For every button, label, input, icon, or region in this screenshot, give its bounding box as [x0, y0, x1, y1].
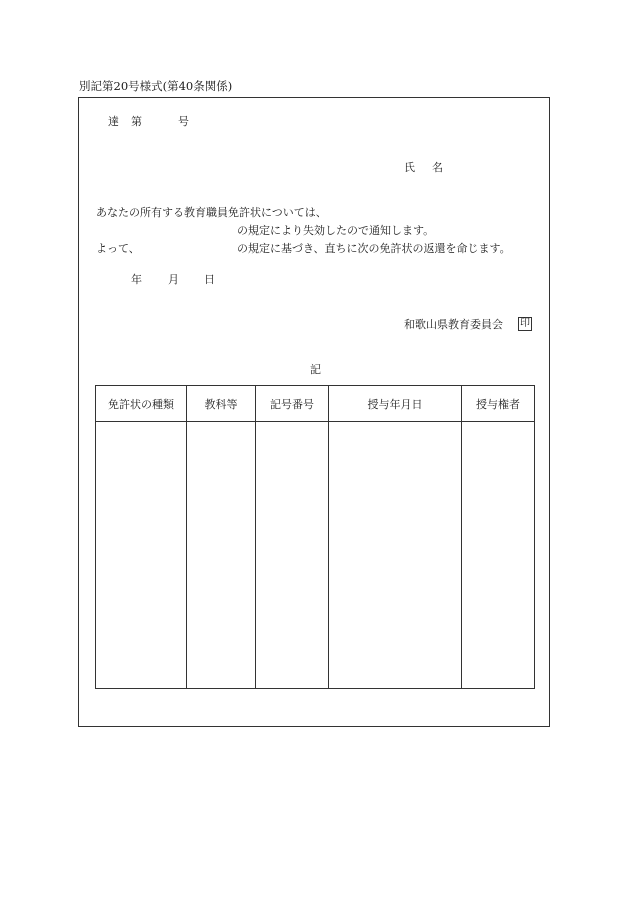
body-line-1: あなたの所有する教育職員免許状については、 [96, 206, 327, 219]
doc-number-suffix: 号 [178, 115, 189, 128]
table-row [96, 422, 535, 689]
date-year: 年 [131, 273, 142, 286]
col-header-license-type: 免許状の種類 [96, 386, 187, 422]
date-day: 日 [204, 273, 215, 286]
body-line-3: の規定に基づき、直ちに次の免許状の返還を命じます。 [237, 242, 511, 255]
col-header-serial-number: 記号番号 [256, 386, 329, 422]
table-cell-serial-number[interactable] [256, 422, 329, 689]
col-header-subject: 教科等 [187, 386, 256, 422]
table-cell-license-type[interactable] [96, 422, 187, 689]
table-cell-subject[interactable] [187, 422, 256, 689]
table-cell-issue-date[interactable] [329, 422, 462, 689]
body-line-2: の規定により失効したので通知します。 [237, 224, 435, 237]
date-month: 月 [168, 273, 179, 286]
doc-number-prefix: 達 [108, 115, 119, 128]
license-table [95, 385, 535, 689]
doc-number-mid: 第 [131, 115, 142, 128]
section-heading: 記 [310, 363, 321, 376]
recipient-name-label: 氏 名 [404, 161, 446, 174]
body-line-3-lead: よって、 [96, 242, 140, 255]
table-header-row [96, 386, 535, 422]
col-header-issuer: 授与権者 [462, 386, 535, 422]
col-header-issue-date: 授与年月日 [329, 386, 462, 422]
form-title: 別記第20号様式(第40条関係) [79, 79, 233, 93]
seal-mark: 印 [520, 318, 530, 329]
table-cell-issuer[interactable] [462, 422, 535, 689]
issuer-name: 和歌山県教育委員会 [404, 318, 503, 331]
